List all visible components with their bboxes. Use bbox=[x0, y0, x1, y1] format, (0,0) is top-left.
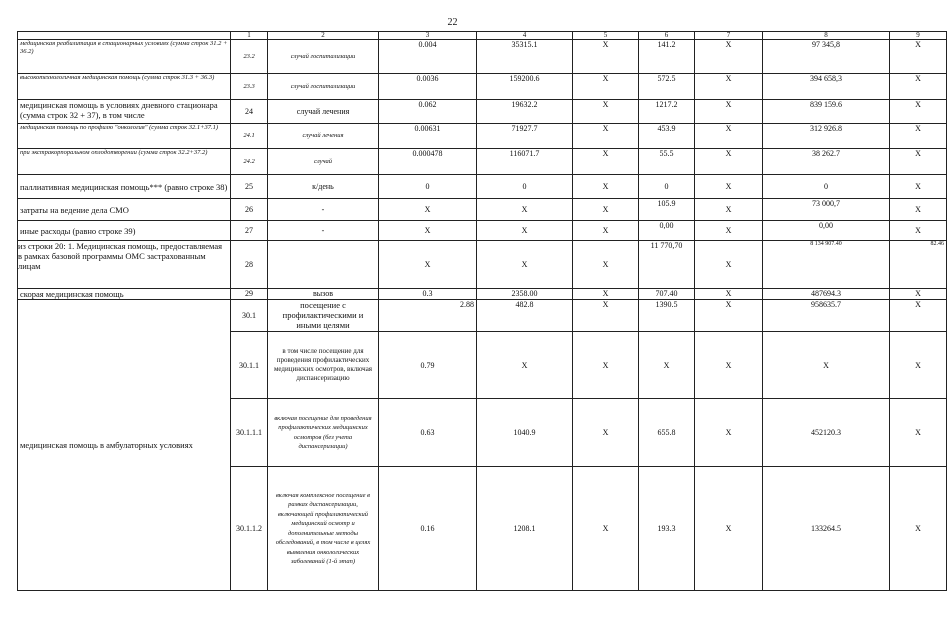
row-unit: включая комплексное посещение в рамках диспансеризации, включающей профилактический медицинский осмотр и дополнительные методы обследований, в том числе в целях выявления онкологических заболеваний (1-й этап) bbox=[268, 467, 379, 591]
row-unit: случай bbox=[268, 149, 379, 175]
row-name: паллиативная медицинская помощь*** (равно строке 38) bbox=[18, 175, 231, 199]
row-unit: случай госпитализации bbox=[268, 74, 379, 100]
cell-c4: 2358.00 bbox=[477, 289, 573, 300]
row-number: 30.1.1 bbox=[231, 332, 268, 399]
row-unit: в том числе посещение для проведения профилактических медицинских осмотров, включая диспансеризацию bbox=[268, 332, 379, 399]
cell-c6: 11 770,70 bbox=[639, 241, 695, 289]
row-unit: посещение с профилактическими и иными целями bbox=[268, 300, 379, 332]
cell-c7: X bbox=[695, 199, 763, 221]
cell-c5: X bbox=[573, 221, 639, 241]
table-row bbox=[18, 300, 947, 332]
cell-c4: X bbox=[477, 332, 573, 399]
cell-c3: 0.000478 bbox=[379, 149, 477, 175]
cell-c5: X bbox=[573, 289, 639, 300]
row-number: 28 bbox=[231, 241, 268, 289]
cell-c3: 0.16 bbox=[379, 467, 477, 591]
cell-c9: X bbox=[890, 399, 947, 467]
row-unit: включая посещение для проведения профилактических медицинских осмотров (без учета диспансеризации) bbox=[268, 399, 379, 467]
row-number: 25 bbox=[231, 175, 268, 199]
row-number: 23.2 bbox=[231, 40, 268, 74]
cell-c8: 8 134 907.40 bbox=[763, 241, 890, 289]
cell-c6: 655.8 bbox=[639, 399, 695, 467]
header-cell: 7 bbox=[695, 32, 763, 40]
cell-c7: X bbox=[695, 289, 763, 300]
cell-c4: 35315.1 bbox=[477, 40, 573, 74]
row-number: 23.3 bbox=[231, 74, 268, 100]
cell-c8: 73 000,7 bbox=[763, 199, 890, 221]
row-unit: - bbox=[268, 199, 379, 221]
table-row bbox=[18, 221, 947, 241]
cell-c5: X bbox=[573, 199, 639, 221]
cell-c4: 71927.7 bbox=[477, 124, 573, 149]
cell-c3: X bbox=[379, 199, 477, 221]
row-name: медицинская помощь в условиях дневного стационара (сумма строк 32 + 37), в том числе bbox=[18, 100, 231, 124]
row-number: 24.2 bbox=[231, 149, 268, 175]
cell-c6: 105.9 bbox=[639, 199, 695, 221]
header-cell: 6 bbox=[639, 32, 695, 40]
header-cell: 5 bbox=[573, 32, 639, 40]
cell-c8: 97 345,8 bbox=[763, 40, 890, 74]
cell-c3: 0.062 bbox=[379, 100, 477, 124]
cell-c7: X bbox=[695, 300, 763, 332]
cell-c8: 452120.3 bbox=[763, 399, 890, 467]
cell-c9: 82.46 bbox=[890, 241, 947, 289]
cell-c6: X bbox=[639, 332, 695, 399]
row-name: скорая медицинская помощь bbox=[18, 289, 231, 300]
cell-c3: 0.79 bbox=[379, 332, 477, 399]
cell-c8: 312 926.8 bbox=[763, 124, 890, 149]
cell-c9: X bbox=[890, 149, 947, 175]
row-unit: к/день bbox=[268, 175, 379, 199]
cell-c8: 133264.5 bbox=[763, 467, 890, 591]
cell-c6: 0 bbox=[639, 175, 695, 199]
table-row bbox=[18, 100, 947, 124]
row-number: 30.1.1.2 bbox=[231, 467, 268, 591]
header-cell: 9 bbox=[890, 32, 947, 40]
cell-c6: 1217.2 bbox=[639, 100, 695, 124]
table-row bbox=[18, 40, 947, 74]
cell-c7: X bbox=[695, 221, 763, 241]
header-cell: 4 bbox=[477, 32, 573, 40]
cell-c9: X bbox=[890, 199, 947, 221]
cell-c6: 707.40 bbox=[639, 289, 695, 300]
cell-c7: X bbox=[695, 149, 763, 175]
ambulatory-name: медицинская помощь в амбулаторных условиях bbox=[18, 300, 231, 591]
header-cell: 2 bbox=[268, 32, 379, 40]
cell-c4: 116071.7 bbox=[477, 149, 573, 175]
cell-c7: X bbox=[695, 467, 763, 591]
cell-c4: X bbox=[477, 221, 573, 241]
cell-c7: X bbox=[695, 40, 763, 74]
cell-c6: 1390.5 bbox=[639, 300, 695, 332]
row-unit: - bbox=[268, 221, 379, 241]
cell-c4: 159200.6 bbox=[477, 74, 573, 100]
row-name: затраты на ведение дела СМО bbox=[18, 199, 231, 221]
table-row bbox=[18, 289, 947, 300]
table-row bbox=[18, 74, 947, 100]
row-unit bbox=[268, 241, 379, 289]
row-number: 30.1 bbox=[231, 300, 268, 332]
table-row bbox=[18, 241, 947, 289]
cell-c7: X bbox=[695, 241, 763, 289]
cell-c4: 1040.9 bbox=[477, 399, 573, 467]
cell-c8: 394 658,3 bbox=[763, 74, 890, 100]
table-row bbox=[18, 149, 947, 175]
cell-c5: X bbox=[573, 399, 639, 467]
cell-c7: X bbox=[695, 100, 763, 124]
row-name: высокотехнологичная медицинская помощь (сумма строк 31.3 + 36.3) bbox=[18, 74, 231, 100]
cell-c3: X bbox=[379, 241, 477, 289]
cell-c5: X bbox=[573, 40, 639, 74]
cell-c8: 839 159.6 bbox=[763, 100, 890, 124]
table-row bbox=[18, 199, 947, 221]
cell-c9: X bbox=[890, 175, 947, 199]
cell-c3: 0.0036 bbox=[379, 74, 477, 100]
cell-c5: X bbox=[573, 300, 639, 332]
cell-c5: X bbox=[573, 74, 639, 100]
header-cell: 1 bbox=[231, 32, 268, 40]
cell-c5: X bbox=[573, 467, 639, 591]
cell-c8: X bbox=[763, 332, 890, 399]
cell-c6: 141.2 bbox=[639, 40, 695, 74]
row-unit: случай госпитализации bbox=[268, 40, 379, 74]
cell-c5: X bbox=[573, 100, 639, 124]
row-name: иные расходы (равно строке 39) bbox=[18, 221, 231, 241]
header-cell: 3 bbox=[379, 32, 477, 40]
cell-c8: 0,00 bbox=[763, 221, 890, 241]
row-number: 27 bbox=[231, 221, 268, 241]
cell-c6: 0,00 bbox=[639, 221, 695, 241]
cell-c3: X bbox=[379, 221, 477, 241]
cell-c7: X bbox=[695, 74, 763, 100]
cell-c8: 0 bbox=[763, 175, 890, 199]
cell-c3: 0.00631 bbox=[379, 124, 477, 149]
row-unit: случай лечения bbox=[268, 100, 379, 124]
cell-c3: 0.3 bbox=[379, 289, 477, 300]
cell-c4: 0 bbox=[477, 175, 573, 199]
row-name: при экстракорпоральном оплодотворении (сумма строк 32.2+37.2) bbox=[18, 149, 231, 175]
header-cell-blank bbox=[18, 32, 231, 40]
cell-c3: 0 bbox=[379, 175, 477, 199]
table-row bbox=[18, 124, 947, 149]
row-number: 30.1.1.1 bbox=[231, 399, 268, 467]
row-number: 29 bbox=[231, 289, 268, 300]
cell-c5: X bbox=[573, 149, 639, 175]
cell-c6: 55.5 bbox=[639, 149, 695, 175]
header-row bbox=[18, 32, 947, 40]
cell-c6: 572.5 bbox=[639, 74, 695, 100]
row-number: 24 bbox=[231, 100, 268, 124]
cell-c9: X bbox=[890, 100, 947, 124]
data-table bbox=[17, 31, 947, 591]
row-number: 24.1 bbox=[231, 124, 268, 149]
cell-c9: X bbox=[890, 467, 947, 591]
cell-c5: X bbox=[573, 175, 639, 199]
cell-c7: X bbox=[695, 124, 763, 149]
row-name: медицинская помощь по профилю "онкология" (сумма строк 32.1+37.1) bbox=[18, 124, 231, 149]
row-name: медицинская реабилитация в стационарных условиях (сумма строк 31.2 + 36.2) bbox=[18, 40, 231, 74]
cell-c3: 2.88 bbox=[379, 300, 477, 332]
row-unit: случай лечения bbox=[268, 124, 379, 149]
row-unit: вызов bbox=[268, 289, 379, 300]
cell-c3: 0.004 bbox=[379, 40, 477, 74]
row-number: 26 bbox=[231, 199, 268, 221]
cell-c9: X bbox=[890, 74, 947, 100]
cell-c8: 958635.7 bbox=[763, 300, 890, 332]
cell-c9: X bbox=[890, 40, 947, 74]
row-name: из строки 20: 1. Медицинская помощь, предоставляемая в рамках базовой программы ОМС застрахованным лицам bbox=[18, 241, 231, 289]
cell-c7: X bbox=[695, 332, 763, 399]
cell-c4: X bbox=[477, 241, 573, 289]
cell-c4: 482.8 bbox=[477, 300, 573, 332]
page-number: 22 bbox=[447, 17, 458, 28]
cell-c9: X bbox=[890, 300, 947, 332]
cell-c9: X bbox=[890, 221, 947, 241]
cell-c6: 453.9 bbox=[639, 124, 695, 149]
header-cell: 8 bbox=[763, 32, 890, 40]
cell-c5: X bbox=[573, 332, 639, 399]
cell-c9: X bbox=[890, 124, 947, 149]
cell-c6: 193.3 bbox=[639, 467, 695, 591]
cell-c8: 487694.3 bbox=[763, 289, 890, 300]
cell-c5: X bbox=[573, 124, 639, 149]
cell-c9: X bbox=[890, 289, 947, 300]
table-row bbox=[18, 175, 947, 199]
cell-c4: 19632.2 bbox=[477, 100, 573, 124]
cell-c4: 1208.1 bbox=[477, 467, 573, 591]
cell-c7: X bbox=[695, 175, 763, 199]
cell-c4: X bbox=[477, 199, 573, 221]
cell-c3: 0.63 bbox=[379, 399, 477, 467]
cell-c7: X bbox=[695, 399, 763, 467]
cell-c8: 38 262.7 bbox=[763, 149, 890, 175]
cell-c9: X bbox=[890, 332, 947, 399]
cell-c5: X bbox=[573, 241, 639, 289]
